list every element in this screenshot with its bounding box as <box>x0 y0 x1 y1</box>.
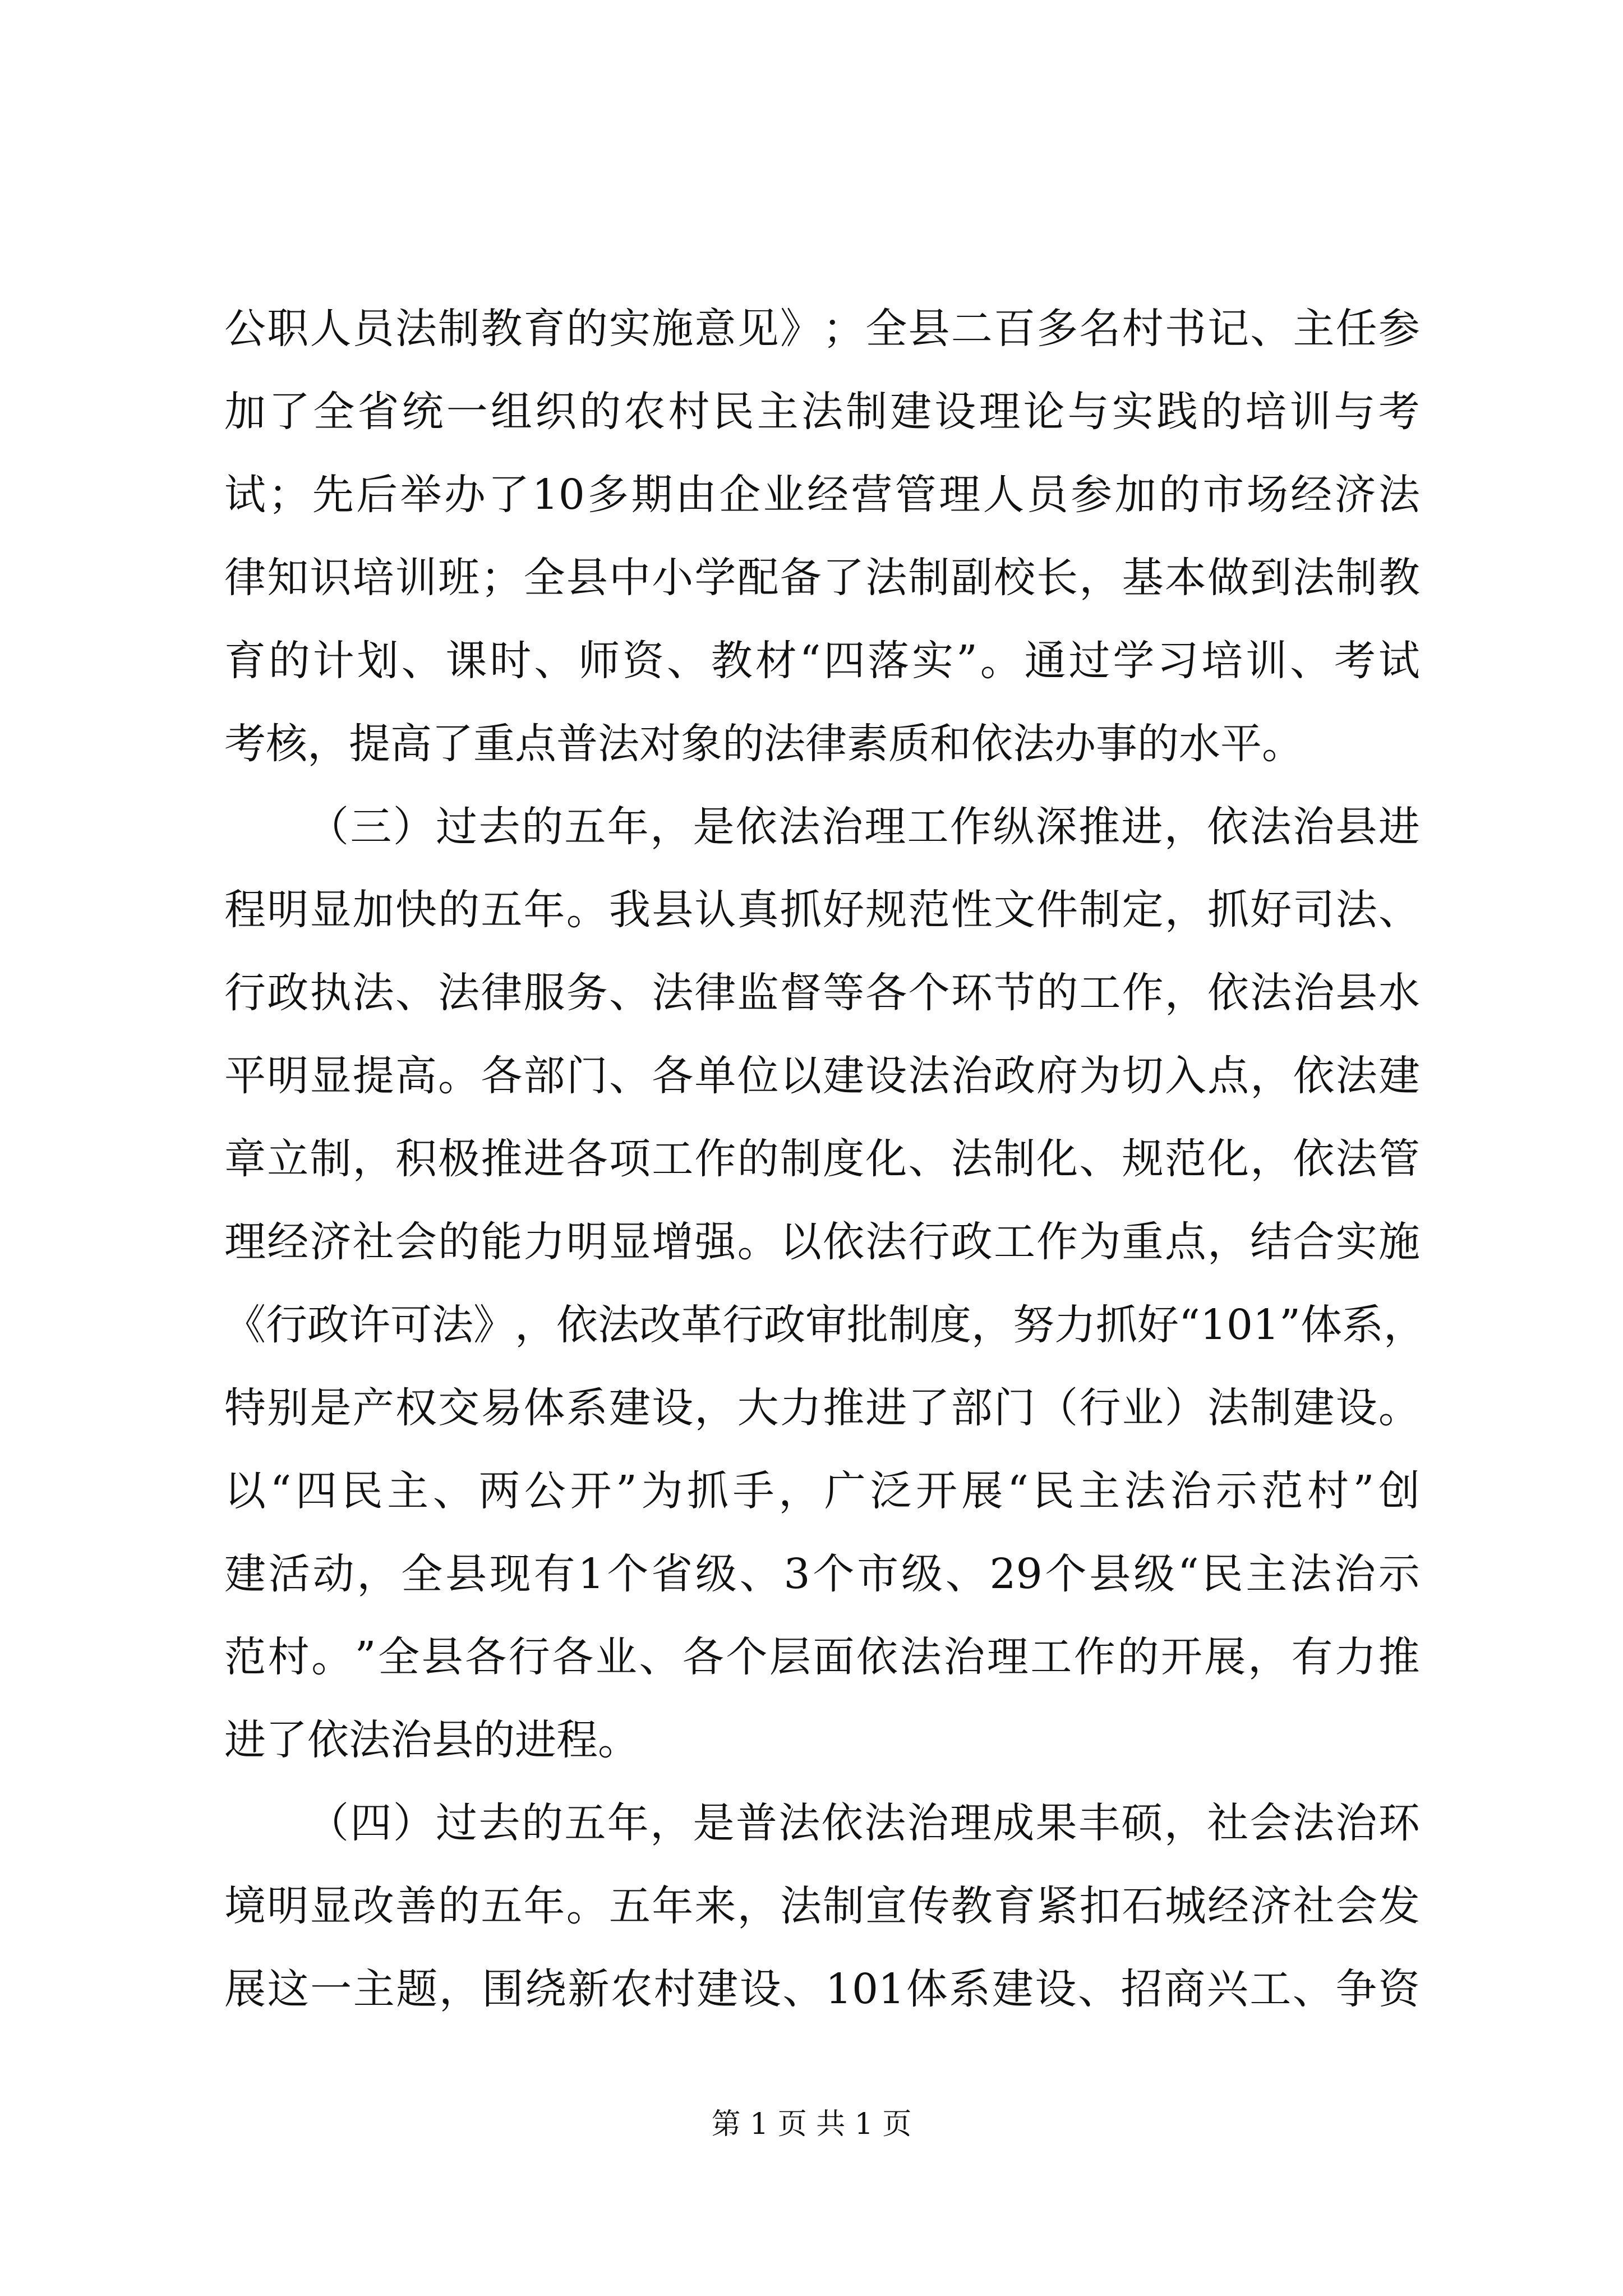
text-line: 理 经 济 社 会 的 能 力 明 显 增 强 。 以 依 法 行 政 工 作 为 重 点 ， 结 合 实 施 <box>224 1218 1420 1266</box>
text-line: 行 政 执 法 、 法 律 服 务 、 法 律 监 督 等 各 个 环 节 的 工 作 ， 依 法 治 县 水 <box>224 969 1420 1017</box>
text-line: 《 行 政 许 可 法 》 ， 依 法 改 革 行 政 审 批 制 度 ， 努 力 抓 好 “ 101 ” 体 系 ， <box>224 1301 1425 1349</box>
text-line: 范 村 。 ” 全 县 各 行 各 业 、 各 个 层 面 依 法 治 理 工 作 的 开 展 ， 有 力 推 <box>224 1633 1420 1681</box>
text-line: 试 ； 先 后 举 办 了 10 多 期 由 企 业 经 营 管 理 人 员 参 加 的 市 场 经 济 法 <box>224 471 1420 519</box>
text-line: 进了依法治县的进程。 <box>224 1716 639 1764</box>
text-line: 建 活 动 ， 全 县 现 有 1 个 省 级 、 3 个 市 级 、 29 个 县 级 “ 民 主 法 治 示 <box>224 1550 1420 1598</box>
text-line: 程 明 显 加 快 的 五 年 。 我 县 认 真 抓 好 规 范 性 文 件 制 定 ， 抓 好 司 法 、 <box>224 886 1420 934</box>
text-line: 境 明 显 改 善 的 五 年 。 五 年 来 ， 法 制 宣 传 教 育 紧 扣 石 城 经 济 社 会 发 <box>224 1882 1420 1930</box>
text-line: 展 这 一 主 题 ， 围 绕 新 农 村 建 设 、 101 体 系 建 设 、 招 商 兴 工 、 争 资 <box>224 1965 1420 2013</box>
text-line: 公 职 人 员 法 制 教 育 的 实 施 意 见 》 ； 全 县 二 百 多 名 村 书 记 、 主 任 参 <box>224 305 1420 353</box>
page-number-footer: 第 1 页 共 1 页 <box>711 2108 912 2141</box>
paragraph-start-line: （ 三 ） 过 去 的 五 年 ， 是 依 法 治 理 工 作 纵 深 推 进 ， 依 法 治 县 进 <box>307 803 1420 851</box>
text-line: 特 别 是 产 权 交 易 体 系 建 设 ， 大 力 推 进 了 部 门 （ 行 业 ） 法 制 建 设 。 <box>224 1384 1420 1432</box>
text-line: 育 的 计 划 、 课 时 、 师 资 、 教 材 “ 四 落 实 ” 。 通 过 学 习 培 训 、 考 试 <box>224 637 1420 685</box>
document-body <box>224 287 1425 2031</box>
text-line: 章 立 制 ， 积 极 推 进 各 项 工 作 的 制 度 化 、 法 制 化 、 规 范 化 ， 依 法 管 <box>224 1135 1420 1183</box>
text-line: 加 了 全 省 统 一 组 织 的 农 村 民 主 法 制 建 设 理 论 与 实 践 的 培 训 与 考 <box>224 388 1420 436</box>
text-line: 以 “ 四 民 主 、 两 公 开 ” 为 抓 手 ， 广 泛 开 展 “ 民 主 法 治 示 范 村 ” 创 <box>224 1467 1420 1515</box>
paragraph-start-line: （ 四 ） 过 去 的 五 年 ， 是 普 法 依 法 治 理 成 果 丰 硕 ， 社 会 法 治 环 <box>307 1799 1420 1847</box>
text-line: 平 明 显 提 高 。 各 部 门 、 各 单 位 以 建 设 法 治 政 府 为 切 入 点 ， 依 法 建 <box>224 1052 1420 1100</box>
text-line: 律 知 识 培 训 班 ； 全 县 中 小 学 配 备 了 法 制 副 校 长 ， 基 本 做 到 法 制 教 <box>224 554 1420 602</box>
text-line: 考核，提高了重点普法对象的法律素质和依法办事的水平。 <box>224 720 1303 768</box>
